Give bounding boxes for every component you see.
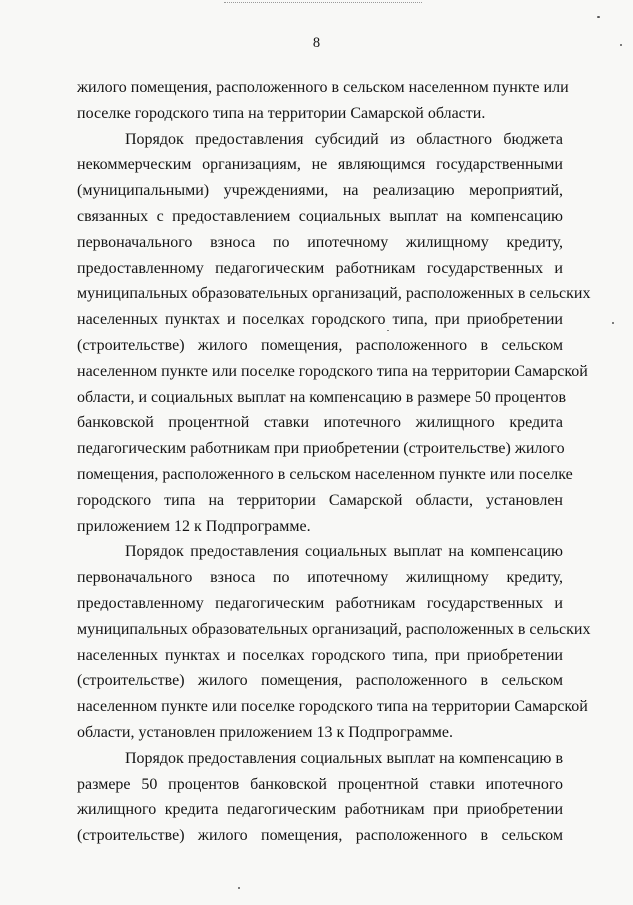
text-line: предоставленному педагогическим работникам государственных и [77, 259, 563, 277]
text-line: Порядок предоставления субсидий из областного бюджета [125, 130, 563, 148]
paragraph-2 [77, 127, 591, 540]
paragraph-3 [77, 539, 591, 745]
text-line: (муниципальными) учреждениями, на реализацию мероприятий, [77, 182, 563, 200]
text-line: (строительстве) жилого помещения, расположенного в сельском [77, 827, 563, 845]
text-line: поселке городского типа на территории Самарской области. [77, 104, 486, 122]
scan-speck [620, 44, 622, 46]
text-line: жилого помещения, расположенного в сельском населенном пункте или [77, 79, 569, 96]
top-edge-rule [224, 2, 422, 3]
text-line: населенном пункте или поселке городского типа на территории Самарской [77, 698, 588, 716]
text-line: Порядок предоставления социальных выплат на компенсацию в [125, 749, 563, 767]
text-line: населенном пункте или поселке городского типа на территории Самарской [77, 362, 588, 380]
paragraph-1 [77, 75, 569, 127]
scan-speck [597, 16, 600, 18]
text-line: Порядок предоставления социальных выплат на компенсацию [125, 543, 563, 561]
text-line: населенных пунктах и поселках городского типа, при приобретении [77, 311, 563, 329]
text-line: некоммерческим организациям, не являющимся государственными [77, 156, 563, 174]
text-line: предоставленному педагогическим работникам государственных и [77, 594, 563, 612]
body-text [77, 75, 591, 849]
text-line: помещения, расположенного в сельском населенном пункте или поселке [77, 465, 573, 483]
text-line: приложением 12 к Подпрограмме. [77, 517, 311, 535]
text-line: области, установлен приложением 13 к Подпрограмме. [77, 723, 454, 741]
text-line: области, и социальных выплат на компенсацию в размере 50 процентов [77, 388, 566, 406]
text-line: размере 50 процентов банковской процентной ставки ипотечного [77, 775, 563, 793]
text-line: банковской процентной ставки ипотечного жилищного кредита [77, 414, 563, 432]
scan-speck [612, 322, 614, 324]
text-line: связанных с предоставлением социальных выплат на компенсацию [77, 207, 563, 225]
text-line: педагогическим работникам при приобретении (строительстве) жилого [77, 440, 565, 458]
text-line: муниципальных образовательных организаций, расположенных в сельских [77, 285, 591, 303]
scan-speck [387, 330, 389, 331]
paragraph-4 [77, 746, 563, 849]
text-line: муниципальных образовательных организаций, расположенных в сельских [77, 620, 591, 638]
text-line: населенных пунктах и поселках городского типа, при приобретении [77, 646, 563, 664]
text-line: первоначального взноса по ипотечному жилищному кредиту, [77, 569, 563, 587]
text-line: (строительстве) жилого помещения, расположенного в сельском [77, 336, 563, 354]
text-line: первоначального взноса по ипотечному жилищному кредиту, [77, 233, 563, 251]
text-line: городского типа на территории Самарской области, установлен [77, 491, 563, 509]
page-number: 8 [312, 35, 321, 51]
text-line: жилищного кредита педагогическим работникам при приобретении [77, 801, 563, 819]
text-line: (строительстве) жилого помещения, расположенного в сельском [77, 672, 563, 690]
scan-speck [238, 887, 240, 889]
